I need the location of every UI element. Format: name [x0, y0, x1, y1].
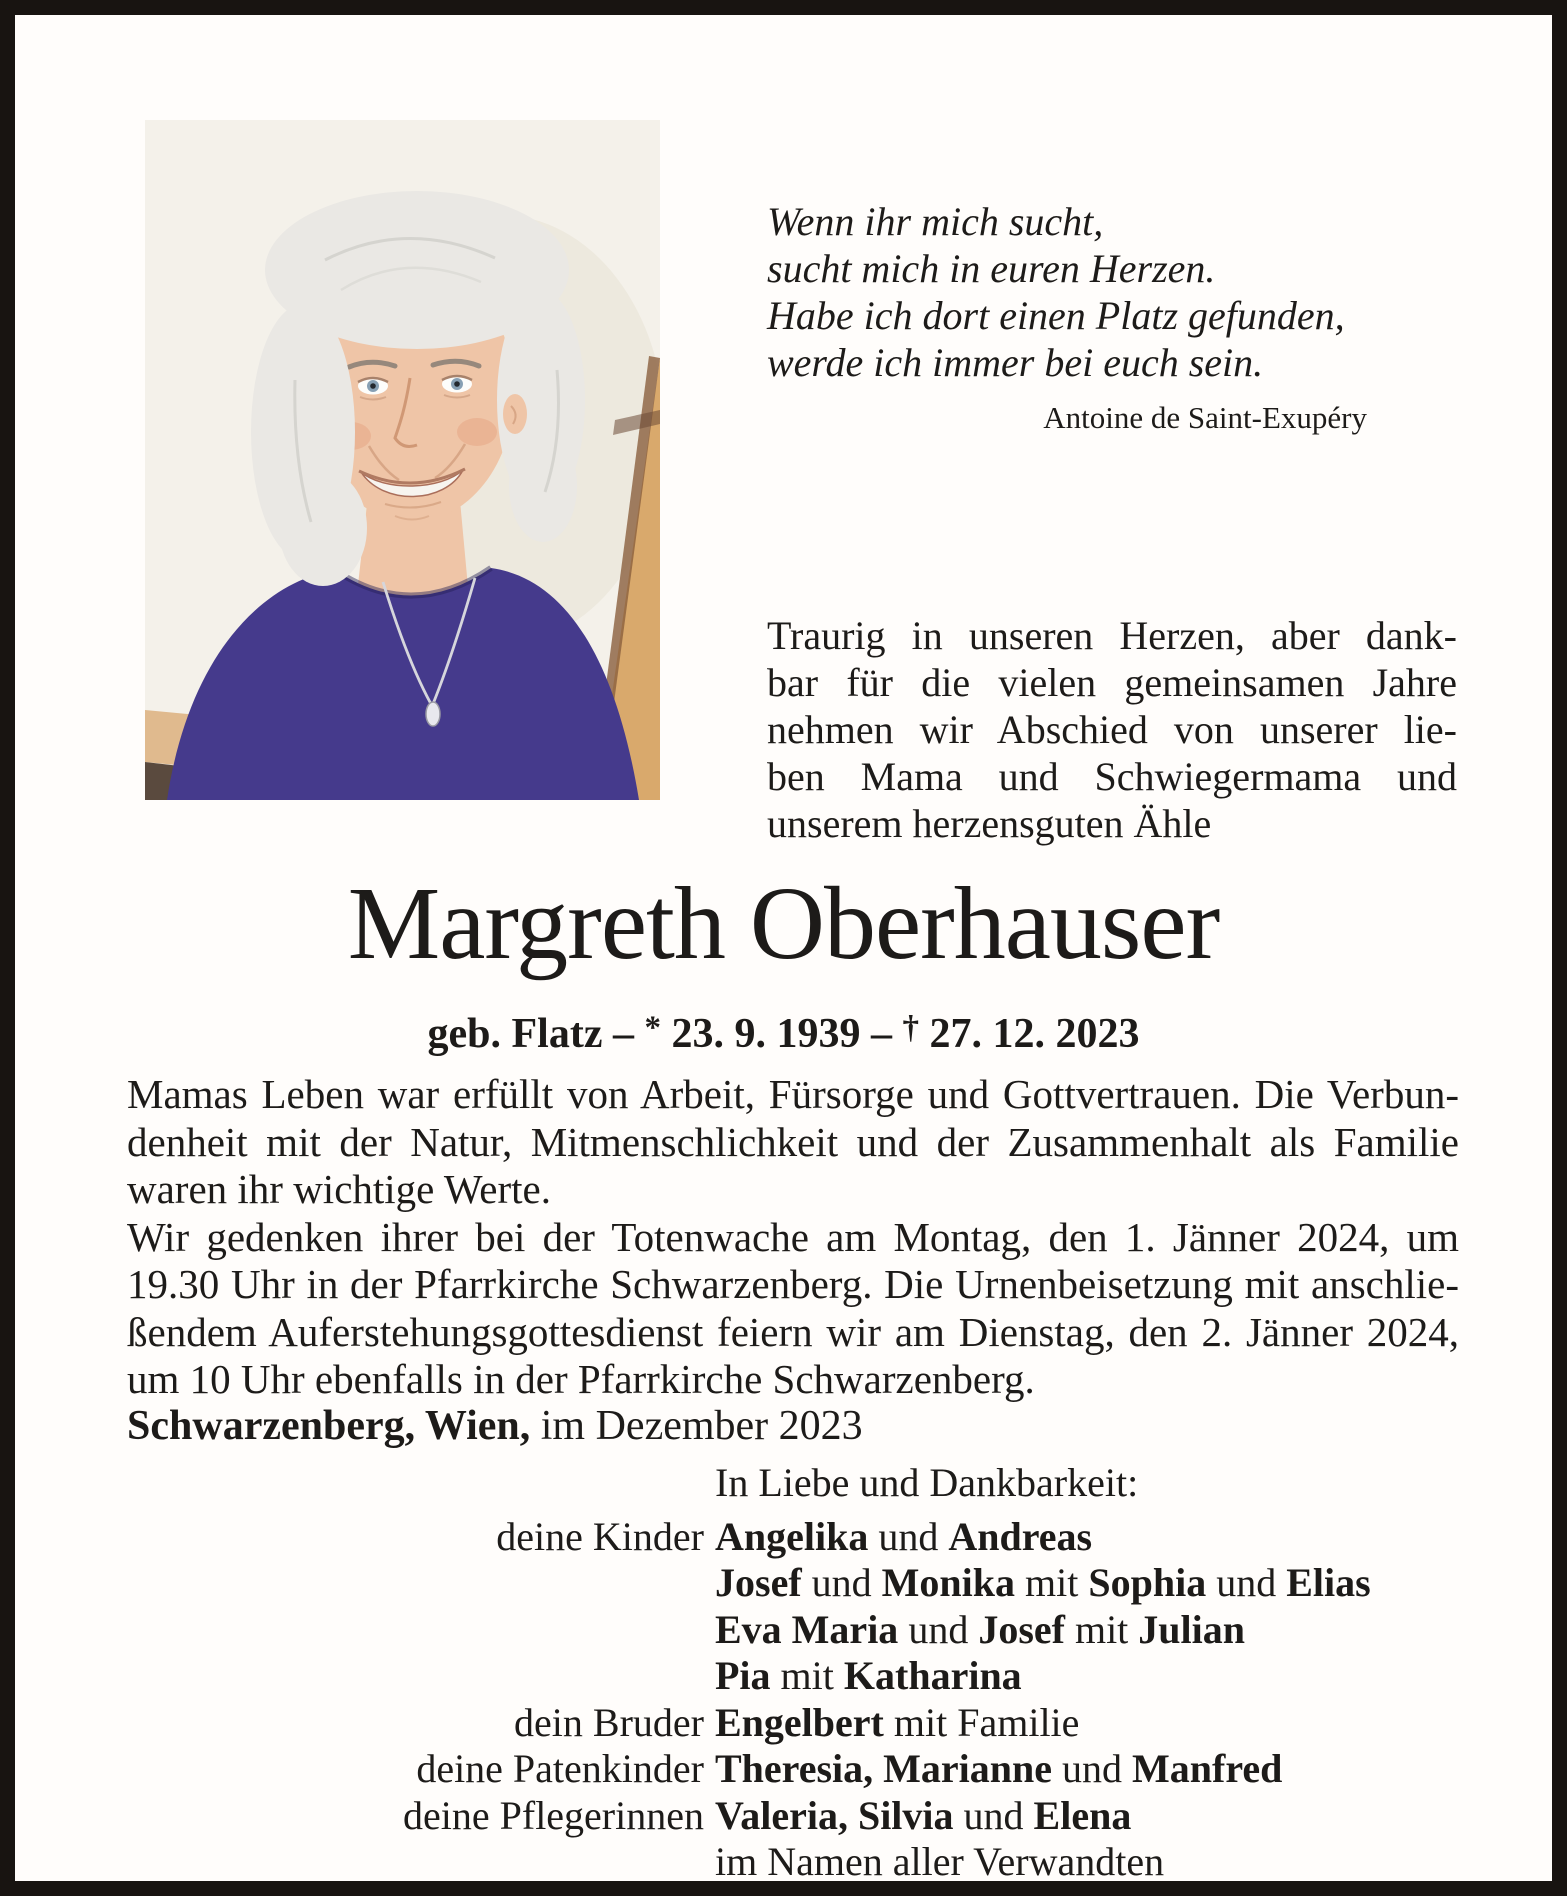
relative-names: Valeria, Silvia und Elena: [715, 1792, 1132, 1838]
relative-names: Engelbert mit Familie: [715, 1699, 1080, 1745]
dateline-places: Schwarzenberg, Wien,: [127, 1403, 531, 1449]
closing-row: [127, 1607, 1459, 1654]
relation-label: [127, 1653, 715, 1700]
date-symbol: †: [902, 1010, 919, 1046]
body-line: Mamas Leben war erfüllt von Arbeit, Fürsorge und Gottvertrauen. Die Verbun-: [127, 1071, 1459, 1117]
closing-row: [127, 1746, 1459, 1793]
relation-label: deine Kinder: [496, 1513, 704, 1559]
date-symbol: *: [644, 1010, 661, 1046]
closing-row: [127, 1700, 1459, 1747]
portrait-photo: [145, 120, 660, 800]
body-line: 19.30 Uhr in der Pfarrkirche Schwarzenberg. Die Urnenbeisetzung mit anschlie-: [127, 1261, 1459, 1307]
body-line: ßendem Auferstehungsgottesdienst feiern wir am Dienstag, den 2. Jänner 2024,: [127, 1308, 1459, 1355]
closing-row: [127, 1514, 1459, 1561]
relation-label: deine Pflegerinnen: [403, 1792, 704, 1838]
dateline-date: im Dezember 2023: [530, 1403, 863, 1449]
relation-label: dein Bruder: [514, 1699, 704, 1745]
intro-line: Traurig in unseren Herzen, aber dank-: [767, 613, 1457, 658]
relation-label: [127, 1560, 715, 1607]
relative-names: Josef und Monika mit Sophia und Elias: [715, 1560, 1371, 1605]
body-line: denheit mit der Natur, Mitmenschlichkeit und der Zusammenhalt als Familie: [127, 1118, 1459, 1165]
intro-line: unserem herzensguten Ähle: [767, 801, 1212, 846]
necklace-pendant: [426, 702, 440, 726]
body-line: Wir gedenken ihrer bei der Totenwache am Montag, den 1. Jänner 2024, um: [127, 1213, 1459, 1260]
dateline: [127, 1401, 863, 1451]
closing-row: [127, 1560, 1459, 1607]
quote-line: werde ich immer bei euch sein.: [767, 340, 1264, 385]
relative-names: Angelika und Andreas: [715, 1513, 1093, 1559]
birth-death-dates: geb. Flatz – * 23. 9. 1939 – † 27. 12. 2023: [427, 1010, 1140, 1057]
intro-line: ben Mama und Schwiegermama und: [767, 754, 1457, 799]
closing-heading-row: [127, 1460, 1459, 1507]
quote-attribution: Antoine de Saint-Exupéry: [1043, 400, 1367, 435]
body-line: waren ihr wichtige Werte.: [127, 1166, 551, 1212]
relation-label: [127, 1607, 715, 1654]
intro-line: bar für die vielen gemeinsamen Jahre: [767, 660, 1457, 705]
closing-row: [127, 1793, 1459, 1840]
closing-footer: im Namen aller Verwandten: [715, 1839, 1165, 1884]
quote-line: Habe ich dort einen Platz gefunden,: [767, 293, 1345, 338]
deceased-name: Margreth Oberhauser: [347, 866, 1220, 981]
body-line: um 10 Uhr ebenfalls in der Pfarrkirche Schwarzenberg.: [127, 1356, 1035, 1402]
closing-footer-row: [127, 1839, 1459, 1886]
intro-line: nehmen wir Abschied von unserer lie-: [767, 707, 1457, 752]
relative-names: Pia mit Katharina: [715, 1653, 1022, 1698]
closing-rows: [127, 1514, 1459, 1840]
relation-label: deine Patenkinder: [416, 1746, 704, 1791]
closing-row: [127, 1653, 1459, 1700]
relative-names: Eva Maria und Josef mit Julian: [715, 1606, 1246, 1652]
closing-block: [127, 1460, 1459, 1886]
quote-lines: [767, 198, 1367, 386]
quote-line: sucht mich in euren Herzen.: [767, 246, 1216, 291]
relative-names: Theresia, Marianne und Manfred: [715, 1746, 1283, 1791]
intro-paragraph: [767, 612, 1457, 847]
portrait-illustration: [145, 120, 660, 800]
quote-block: [767, 198, 1367, 436]
quote-line: Wenn ihr mich sucht,: [767, 199, 1104, 244]
body-paragraph: [127, 1071, 1459, 1404]
closing-heading: In Liebe und Dankbarkeit:: [715, 1460, 1139, 1505]
